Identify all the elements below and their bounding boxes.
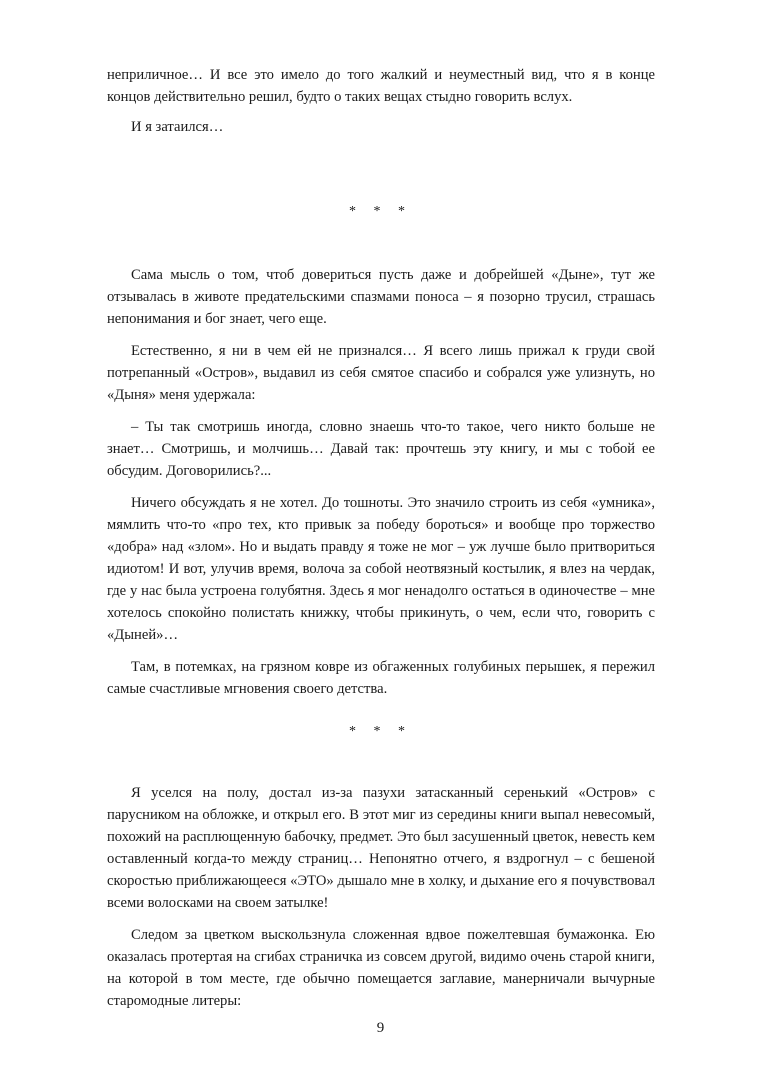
text-section-1 xyxy=(107,64,655,138)
text-section-3 xyxy=(107,782,655,1012)
paragraph: Естественно, я ни в чем ей не признался… Я всего лишь прижал к груди свой потрепанный «Остров», выдавил из себя смятое спасибо и собрался уже улизнуть, но «Дыня» меня удержала: xyxy=(107,343,655,403)
section-separator: * * * xyxy=(349,204,412,219)
paragraph: Там, в потемках, на грязном ковре из обгаженных голубиных перышек, я пережил самые счастливые мгновения своего детства. xyxy=(107,659,655,697)
section-separator: * * * xyxy=(349,724,412,739)
dialogue-paragraph: – Ты так смотришь иногда, словно знаешь что-то такое, чего никто больше не знает… Смотришь, и молчишь… Давай так: прочтешь эту книгу, и мы с тобой ее обсудим. Договорились?... xyxy=(107,419,655,479)
paragraph: Сама мысль о том, чтоб довериться пусть даже и добрейшей «Дыне», тут же отзывалась в животе предательскими спазмами поноса – я позорно трусил, страшась непонимания и бог знает, чего еще. xyxy=(107,267,655,327)
paragraph: неприличное… И все это имело до того жалкий и неуместный вид, что я в конце концов действительно решил, будто о таких вещах стыдно говорить вслух. xyxy=(107,67,655,105)
paragraph: Я уселся на полу, достал из-за пазухи затасканный серенький «Остров» с парусником на обложке, и открыл его. В этот миг из середины книги выпал невесомый, похожий на расплющенную бабочку, предмет. Это был засушенный цветок, невесть кем оставленный когда-то между страниц… Непонятно отчего, я вздрогнул – с бешеной скоростью приближающееся «ЭТО» дышало мне в холку, и дыхание его я почувствовал всеми волосками на своем затылке! xyxy=(107,785,655,911)
text-section-2 xyxy=(107,264,655,700)
page-number: 9 xyxy=(376,1020,385,1036)
paragraph: Ничего обсуждать я не хотел. До тошноты. Это значило строить из себя «умника», мямлить что-то «про тех, кто привык за победу бороться» и вообще про торжество «добра» над «злом». Но и выдать правду я тоже не мог – уж лучше было притвориться идиотом! И вот, улучив время, волоча за собой неотвязный костылик, я влез на чердак, где у нас была устроена голубятня. Здесь я мог ненадолго остаться в одиночестве – мне хотелось спокойно полистать книжку, чтобы прикинуть, о чем, если что, говорить с «Дыней»… xyxy=(107,495,655,643)
paragraph: И я затаился… xyxy=(131,119,224,135)
paragraph: Следом за цветком выскользнула сложенная вдвое пожелтевшая бумажонка. Ею оказалась протертая на сгибах страничка из совсем другой, видимо очень старой книги, на которой в том месте, где обычно помещается заглавие, манерничали вычурные старомодные литеры: xyxy=(107,927,655,1009)
